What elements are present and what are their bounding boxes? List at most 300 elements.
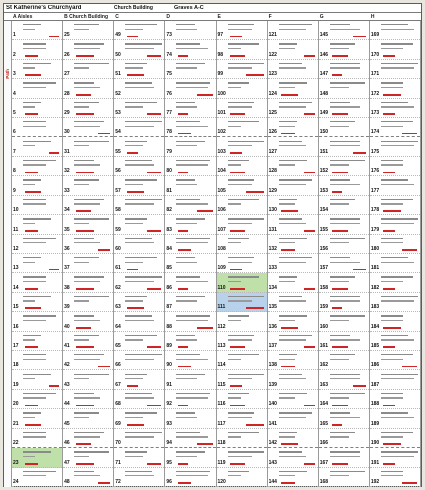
grave-plot[interactable] (63, 235, 113, 254)
plot-number: 181 (370, 265, 380, 272)
entry-line (279, 102, 312, 103)
entry-line (74, 276, 104, 277)
entry-line (228, 63, 264, 64)
grave-plot[interactable] (319, 429, 369, 448)
plot-number: 33 (64, 187, 70, 194)
grave-plot[interactable] (12, 371, 62, 390)
grave-plot[interactable] (63, 79, 113, 98)
plot-number: 163 (319, 381, 329, 388)
grave-plot[interactable] (319, 254, 369, 273)
entry-line (330, 335, 350, 336)
grave-plot[interactable] (12, 60, 62, 79)
entry-line (330, 475, 349, 476)
grave-plot[interactable] (370, 99, 420, 118)
grave-plot[interactable] (63, 60, 113, 79)
grave-plot[interactable] (12, 176, 62, 195)
grave-plot[interactable] (12, 79, 62, 98)
grave-plot[interactable] (165, 273, 215, 292)
grave-plot[interactable] (217, 409, 267, 428)
grave-plot[interactable] (268, 21, 318, 40)
grave-plot[interactable] (268, 40, 318, 59)
grave-plot[interactable] (165, 196, 215, 215)
grave-plot[interactable] (63, 429, 113, 448)
entry-line (228, 354, 259, 355)
grave-plot[interactable] (268, 312, 318, 331)
plot-number: 80 (166, 168, 172, 175)
grave-plot[interactable] (319, 21, 369, 40)
grave-plot[interactable] (114, 273, 164, 292)
grave-plot[interactable] (12, 332, 62, 351)
grave-plot[interactable] (370, 157, 420, 176)
plot-number: 68 (115, 401, 121, 408)
grave-plot[interactable] (12, 196, 62, 215)
plot-number: 84 (166, 245, 172, 252)
plot-number: 59 (115, 226, 121, 233)
grave-plot[interactable] (114, 448, 164, 467)
grave-plot[interactable] (217, 468, 267, 487)
grave-plot[interactable] (165, 409, 215, 428)
grave-plot[interactable] (63, 468, 113, 487)
grave-plot[interactable] (114, 312, 164, 331)
plot-number: 8 (13, 168, 16, 175)
status-mark (49, 385, 59, 387)
entry-line (228, 335, 254, 336)
entry-line (228, 223, 252, 224)
grave-plot[interactable] (370, 79, 420, 98)
entry-line (330, 199, 355, 200)
plot-number: 179 (370, 226, 380, 233)
grave-plot[interactable] (12, 273, 62, 292)
grave-plot[interactable] (370, 312, 420, 331)
grave-plot[interactable] (319, 215, 369, 234)
grave-plot[interactable] (165, 40, 215, 59)
plot-number: 31 (64, 148, 70, 155)
grave-plot[interactable] (268, 390, 318, 409)
grave-plot[interactable] (370, 176, 420, 195)
grave-plot[interactable] (319, 332, 369, 351)
grave-plot[interactable] (114, 21, 164, 40)
grave-plot[interactable] (370, 235, 420, 254)
grave-plot[interactable] (268, 99, 318, 118)
grave-plot[interactable] (114, 60, 164, 79)
grave-plot[interactable] (268, 235, 318, 254)
grave-plot[interactable] (319, 118, 369, 137)
grave-plot[interactable] (319, 79, 369, 98)
grave-plot[interactable] (319, 409, 369, 428)
grave-plot[interactable] (12, 99, 62, 118)
grave-plot[interactable] (319, 371, 369, 390)
entry-line (23, 126, 46, 127)
grave-plot[interactable] (12, 157, 62, 176)
grave-plot[interactable] (63, 312, 113, 331)
plot-number: 116 (217, 401, 226, 408)
grave-plot[interactable] (217, 99, 267, 118)
grave-plot[interactable] (268, 157, 318, 176)
grave-plot[interactable] (217, 312, 267, 331)
plot-number: 5 (13, 110, 16, 117)
grave-plot[interactable] (165, 351, 215, 370)
grave-plot[interactable] (370, 60, 420, 79)
grave-plot[interactable] (268, 351, 318, 370)
entry-line (125, 359, 154, 360)
entry-line (74, 378, 89, 379)
grave-plot[interactable] (217, 351, 267, 370)
status-mark (98, 133, 110, 135)
grave-plot[interactable] (63, 273, 113, 292)
grave-plot[interactable] (114, 99, 164, 118)
grave-plot[interactable] (268, 429, 318, 448)
grave-plot[interactable] (268, 468, 318, 487)
grave-plot[interactable] (370, 118, 420, 137)
entry-line (330, 67, 360, 68)
status-mark (147, 172, 161, 174)
plot-number: 114 (217, 362, 226, 369)
plot-number: 139 (268, 381, 277, 388)
grave-plot[interactable] (217, 293, 267, 312)
entry-line (279, 242, 295, 243)
grave-plot[interactable] (12, 429, 62, 448)
grave-plot[interactable] (63, 390, 113, 409)
grave-plot[interactable] (268, 254, 318, 273)
grave-plot[interactable] (165, 99, 215, 118)
entry-line (176, 24, 195, 25)
grave-plot[interactable] (12, 21, 62, 40)
grave-plot[interactable] (319, 176, 369, 195)
entry-line (176, 281, 208, 282)
grave-plot[interactable] (63, 176, 113, 195)
status-mark (25, 346, 38, 348)
entry-line (228, 179, 254, 180)
grave-plot[interactable] (370, 138, 420, 157)
grave-plot[interactable] (319, 196, 369, 215)
entry-line (125, 43, 162, 44)
grave-plot[interactable] (114, 371, 164, 390)
grave-plot[interactable] (217, 254, 267, 273)
plot-number: 108 (217, 245, 226, 252)
grave-plot[interactable] (319, 312, 369, 331)
grave-plot[interactable] (319, 293, 369, 312)
grave-plot[interactable] (217, 429, 267, 448)
status-mark (230, 463, 245, 465)
grave-plot[interactable] (268, 196, 318, 215)
grave-plot[interactable] (319, 468, 369, 487)
grave-plot[interactable] (165, 157, 215, 176)
status-mark (197, 210, 213, 212)
grave-plot[interactable] (63, 40, 113, 59)
plot-number: 27 (64, 71, 70, 78)
grave-plot[interactable] (370, 273, 420, 292)
entry-line (381, 417, 414, 418)
grave-plot[interactable] (12, 118, 62, 137)
plot-number: 2 (13, 51, 16, 58)
grave-plot[interactable] (63, 371, 113, 390)
grave-plot[interactable] (12, 409, 62, 428)
entry-line (125, 262, 143, 263)
entry-line (381, 203, 403, 204)
grave-plot[interactable] (12, 312, 62, 331)
grave-plot[interactable] (370, 351, 420, 370)
grave-plot[interactable] (319, 448, 369, 467)
status-mark (25, 113, 38, 115)
entry-line (279, 276, 297, 277)
grave-plot[interactable] (217, 118, 267, 137)
grave-plot[interactable] (319, 390, 369, 409)
entry-line (228, 456, 252, 457)
entry-line (228, 397, 241, 398)
grave-plot[interactable] (114, 215, 164, 234)
plot-number: 145 (319, 32, 329, 39)
grave-plot[interactable] (114, 390, 164, 409)
grave-plot[interactable] (268, 138, 318, 157)
grave-plot[interactable] (217, 60, 267, 79)
grave-plot[interactable] (114, 40, 164, 59)
grave-plot[interactable] (114, 118, 164, 137)
grave-plot[interactable] (114, 79, 164, 98)
grave-plot[interactable] (370, 215, 420, 234)
entry-line (381, 451, 418, 452)
entry-line (228, 393, 249, 394)
grave-plot[interactable] (114, 468, 164, 487)
grave-plot[interactable] (63, 351, 113, 370)
plot-number: 14 (13, 284, 19, 291)
grave-plot[interactable] (217, 371, 267, 390)
grave-plot[interactable] (114, 176, 164, 195)
entry-line (228, 218, 264, 219)
grave-plot[interactable] (114, 409, 164, 428)
grave-plot[interactable] (12, 293, 62, 312)
entry-line (381, 320, 403, 321)
grave-plot[interactable] (268, 79, 318, 98)
plot-number: 42 (64, 362, 70, 369)
grave-plot[interactable] (114, 293, 164, 312)
grave-plot[interactable] (370, 448, 420, 467)
grave-plot[interactable] (217, 448, 267, 467)
entry-line (74, 320, 100, 321)
status-mark (25, 191, 41, 193)
grave-plot[interactable] (217, 138, 267, 157)
status-mark (147, 230, 161, 232)
grave-plot[interactable] (319, 99, 369, 118)
grave-plot[interactable] (217, 273, 267, 292)
entry-line (330, 432, 355, 433)
plot-number: 152 (319, 168, 329, 175)
grave-plot[interactable] (268, 176, 318, 195)
grave-column-d (165, 21, 216, 487)
grave-plot[interactable] (217, 21, 267, 40)
grave-plot[interactable] (217, 215, 267, 234)
grave-plot[interactable] (268, 332, 318, 351)
grave-plot[interactable] (268, 215, 318, 234)
grave-plot[interactable] (63, 118, 113, 137)
entry-line (176, 359, 208, 360)
grave-plot[interactable] (114, 157, 164, 176)
grave-plot[interactable] (370, 21, 420, 40)
grave-plot[interactable] (63, 196, 113, 215)
status-mark (127, 191, 144, 193)
grave-plot[interactable] (114, 332, 164, 351)
grave-plot[interactable] (165, 118, 215, 137)
grave-plot[interactable] (165, 235, 215, 254)
entry-line (23, 82, 56, 83)
plot-number: 34 (64, 207, 70, 214)
grave-plot[interactable] (165, 60, 215, 79)
grave-plot[interactable] (165, 293, 215, 312)
entry-line (74, 145, 89, 146)
plot-number: 168 (319, 478, 329, 485)
entry-line (125, 164, 154, 165)
grave-plot[interactable] (114, 138, 164, 157)
plot-number: 57 (115, 187, 121, 194)
grave-plot[interactable] (319, 60, 369, 79)
grave-plot[interactable] (370, 40, 420, 59)
grave-plot[interactable] (319, 351, 369, 370)
entry-line (228, 164, 241, 165)
grave-plot[interactable] (370, 409, 420, 428)
entry-line (74, 126, 100, 127)
grave-plot[interactable] (63, 409, 113, 428)
grave-plot[interactable] (165, 138, 215, 157)
grave-plot[interactable] (268, 371, 318, 390)
status-mark (49, 269, 59, 271)
grave-plot[interactable] (165, 448, 215, 467)
entry-line (330, 43, 355, 44)
grave-plot[interactable] (63, 448, 113, 467)
grave-plot[interactable] (319, 138, 369, 157)
entry-line (330, 63, 360, 64)
entry-line (279, 67, 306, 68)
plot-number: 65 (115, 343, 121, 350)
entry-line (330, 456, 360, 457)
grave-plot[interactable] (114, 254, 164, 273)
grave-plot[interactable] (217, 40, 267, 59)
status-mark (332, 405, 348, 407)
entry-line (330, 179, 350, 180)
entry-line (330, 160, 365, 161)
plot-number: 23 (13, 459, 19, 466)
grave-plot[interactable] (165, 21, 215, 40)
status-mark (178, 172, 188, 174)
grave-plot[interactable] (165, 390, 215, 409)
grave-plot[interactable] (370, 429, 420, 448)
grave-plot[interactable] (63, 157, 113, 176)
grave-plot[interactable] (268, 273, 318, 292)
grave-plot[interactable] (12, 215, 62, 234)
grave-plot[interactable] (319, 273, 369, 292)
grave-plot[interactable] (165, 254, 215, 273)
grave-plot[interactable] (114, 235, 164, 254)
plot-number: 153 (319, 187, 329, 194)
grave-plot[interactable] (217, 332, 267, 351)
grave-plot[interactable] (63, 293, 113, 312)
plot-number: 111 (217, 304, 226, 311)
grave-plot[interactable] (63, 332, 113, 351)
grave-plot[interactable] (63, 215, 113, 234)
plot-number: 82 (166, 207, 172, 214)
plot-number: 188 (370, 401, 380, 408)
grave-plot[interactable] (165, 371, 215, 390)
grave-plot[interactable] (114, 196, 164, 215)
entry-line (279, 145, 306, 146)
grave-plot[interactable] (63, 138, 113, 157)
grave-plot[interactable] (268, 293, 318, 312)
grave-plot[interactable] (12, 235, 62, 254)
grave-plot[interactable] (319, 40, 369, 59)
plot-number: 89 (166, 343, 172, 350)
status-mark (332, 463, 348, 465)
grave-plot[interactable] (12, 351, 62, 370)
entry-line (279, 262, 306, 263)
grave-plot[interactable] (370, 468, 420, 487)
status-mark (230, 230, 245, 232)
grave-plot[interactable] (217, 157, 267, 176)
grave-plot[interactable] (12, 468, 62, 487)
entry-line (330, 436, 349, 437)
status-mark (76, 327, 91, 329)
plot-number: 159 (319, 304, 329, 311)
grave-plot[interactable] (165, 215, 215, 234)
grave-plot[interactable] (12, 448, 62, 467)
grave-plot[interactable] (217, 235, 267, 254)
grave-plot[interactable] (63, 254, 113, 273)
grave-plot[interactable] (268, 60, 318, 79)
entry-line (23, 262, 35, 263)
entry-line (125, 393, 152, 394)
status-mark (246, 307, 264, 309)
grave-plot[interactable] (165, 176, 215, 195)
status-mark (402, 482, 417, 484)
grave-plot[interactable] (165, 312, 215, 331)
grave-plot[interactable] (12, 40, 62, 59)
column-header-f: F (268, 14, 272, 20)
plot-number: 103 (217, 148, 226, 155)
grave-plot[interactable] (370, 371, 420, 390)
grave-plot[interactable] (217, 390, 267, 409)
entry-line (381, 67, 414, 68)
entry-line (228, 121, 259, 122)
plot-number: 110 (217, 284, 226, 291)
grave-plot[interactable] (12, 138, 62, 157)
grave-plot[interactable] (319, 157, 369, 176)
grave-plot[interactable] (370, 390, 420, 409)
grave-plot[interactable] (12, 254, 62, 273)
plot-number: 118 (217, 440, 226, 447)
plot-number: 61 (115, 265, 121, 272)
grave-plot[interactable] (165, 429, 215, 448)
grave-plot[interactable] (114, 351, 164, 370)
entry-line (228, 203, 241, 204)
plot-number: 144 (268, 478, 277, 485)
grave-plot[interactable] (63, 99, 113, 118)
grave-plot[interactable] (217, 196, 267, 215)
grave-plot[interactable] (268, 118, 318, 137)
grave-plot[interactable] (114, 429, 164, 448)
grave-plot[interactable] (217, 176, 267, 195)
grave-plot[interactable] (63, 21, 113, 40)
grave-plot[interactable] (268, 409, 318, 428)
grave-plot[interactable] (12, 390, 62, 409)
plot-number: 37 (64, 265, 70, 272)
grave-plot[interactable] (370, 254, 420, 273)
grave-plot[interactable] (370, 332, 420, 351)
grave-plot[interactable] (370, 196, 420, 215)
grave-plot[interactable] (165, 332, 215, 351)
grave-plot[interactable] (165, 79, 215, 98)
grave-plot[interactable] (217, 79, 267, 98)
grave-plot[interactable] (370, 293, 420, 312)
grave-plot[interactable] (319, 235, 369, 254)
grave-plot[interactable] (268, 448, 318, 467)
grave-plot[interactable] (165, 468, 215, 487)
